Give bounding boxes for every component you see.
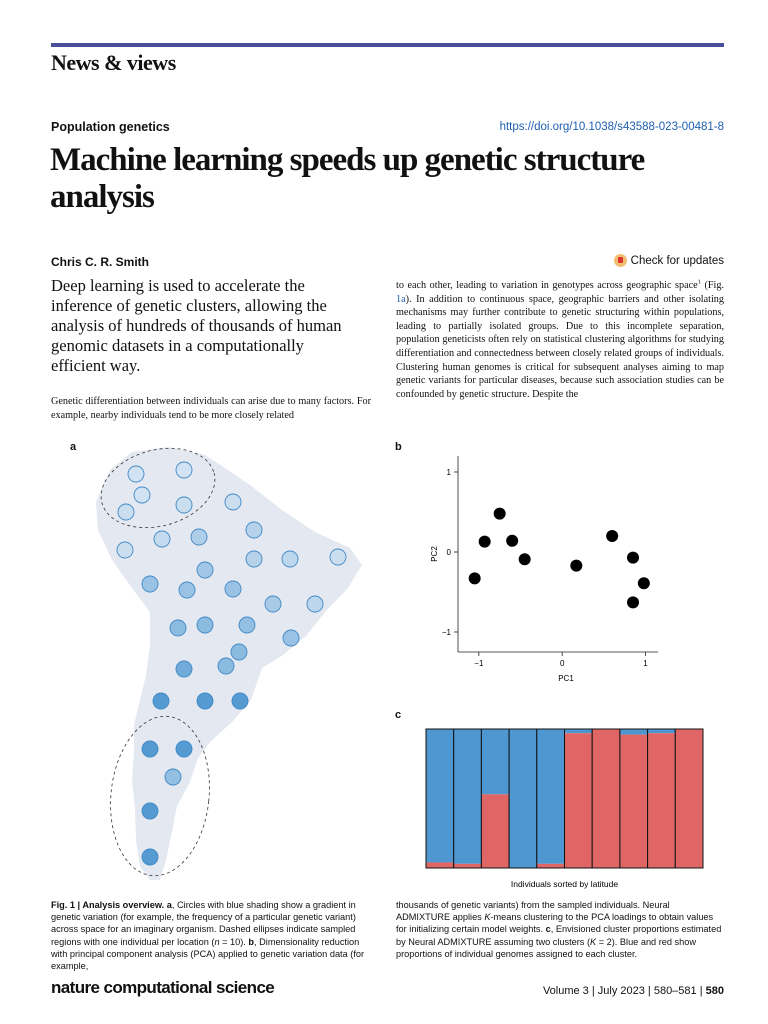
admixture-bar-chart: [420, 722, 710, 894]
caption-n: n: [214, 936, 220, 947]
bar-segment-red: [537, 864, 565, 868]
x-tick-label: 0: [559, 659, 565, 668]
map-sample-circle: [165, 769, 181, 785]
x-tick-label: −1: [474, 659, 484, 668]
bar-segment-blue: [509, 729, 537, 868]
map-sample-circle: [154, 531, 170, 547]
y-axis-label: PC2: [430, 546, 439, 562]
caption-right-text3: , Envisioned cluster proportions estimated by Neural ADMIXTURE assuming two clusters (: [396, 924, 722, 947]
standfirst: Deep learning is used to accelerate the inference of genetic clusters, allowing the analysis of hundreds of thousands of human genomic datasets in a computationally efficient way.: [51, 276, 342, 375]
map-sample-circle: [176, 661, 192, 677]
y-tick-label: −1: [441, 628, 451, 637]
doi-link[interactable]: https://doi.org/10.1038/s43588-023-00481-8: [499, 121, 724, 133]
check-updates-label: Check for updates: [630, 254, 724, 267]
map-sample-circle: [197, 617, 213, 633]
bar-segment-red: [648, 733, 676, 868]
issue-info: [543, 985, 724, 997]
map-sample-circle: [231, 644, 247, 660]
bar-segment-blue: [481, 729, 509, 794]
body-right-part1: to each other, leading to variation in genotypes across geographic space: [396, 280, 698, 291]
scatter-point: [469, 572, 481, 584]
caption-left-text2: = 10).: [219, 936, 249, 947]
bar-segment-red: [565, 733, 593, 868]
body-right-part2: (Fig.: [700, 280, 725, 291]
check-updates-icon: [614, 254, 627, 267]
map-sample-circle: [170, 620, 186, 636]
caption-c: c: [545, 924, 551, 935]
issue-text: Volume 3 | July 2023 | 580–581 |: [542, 985, 703, 997]
scatter-point: [519, 553, 531, 565]
caption-right-text4: = 2). Blue and red show proportions of individual genomes assigned to each cluster.: [396, 936, 697, 959]
scatter-point: [506, 535, 518, 547]
bar-x-axis-label: Individuals sorted by latitude: [510, 879, 619, 889]
bar-segment-red: [592, 729, 620, 868]
scatter-point: [627, 596, 639, 608]
map-sample-circle: [191, 529, 207, 545]
pca-scatter-chart: [420, 450, 680, 690]
y-tick-label: 0: [446, 548, 451, 557]
x-tick-label: 1: [643, 659, 648, 668]
map-sample-circle: [142, 741, 158, 757]
map-sample-circle: [246, 522, 262, 538]
panel-a-map: [0, 430, 380, 890]
body-text-left: Genetic differentiation between individuals can arise due to many factors. For example, nearby individuals tend to be more closely related: [51, 396, 371, 421]
author-name: Chris C. R. Smith: [51, 255, 150, 269]
body-text-right: [396, 279, 724, 401]
x-axis-label: PC1: [558, 674, 574, 683]
scatter-point: [638, 577, 650, 589]
map-sample-circle: [142, 576, 158, 592]
article-title: Machine learning speeds up genetic structure analysis: [50, 142, 645, 215]
map-sample-circle: [197, 562, 213, 578]
map-sample-circle: [197, 693, 213, 709]
map-sample-circle: [283, 630, 299, 646]
section-brand: News & views: [51, 50, 176, 75]
check-updates-button[interactable]: [614, 254, 724, 267]
bar-segment-blue: [454, 729, 482, 864]
map-sample-circle: [307, 596, 323, 612]
scatter-point: [606, 530, 618, 542]
caption-k2: K: [590, 936, 597, 947]
scatter-point: [494, 508, 506, 520]
map-sample-circle: [128, 466, 144, 482]
map-sample-circle: [176, 497, 192, 513]
figure-caption-right: [396, 899, 724, 960]
caption-label: Fig. 1 | Analysis overview.: [51, 900, 165, 910]
panel-c-label: c: [395, 709, 402, 721]
caption-b: b: [248, 936, 255, 947]
map-sample-circle: [142, 803, 158, 819]
section-label: Population genetics: [51, 120, 170, 134]
map-sample-circle: [225, 581, 241, 597]
bar-segment-blue: [537, 729, 565, 864]
caption-right-text2: -means clustering to the PCA loadings to obtain values for initializing certain model weights.: [396, 912, 714, 935]
map-sample-circle: [117, 542, 133, 558]
bar-segment-red: [481, 794, 509, 868]
caption-a: a: [166, 900, 172, 910]
map-sample-circle: [218, 658, 234, 674]
figure-caption-left: [51, 899, 376, 972]
y-tick-label: 1: [446, 468, 451, 477]
caption-right-text1: thousands of genetic variants) from the sampled individuals. Neural ADMIXTURE applies: [396, 900, 670, 923]
page-number: 580: [705, 985, 724, 997]
map-sample-circle: [232, 693, 248, 709]
bar-segment-red: [426, 862, 454, 868]
map-sample-circle: [239, 617, 255, 633]
bar-segment-blue: [620, 729, 648, 735]
map-sample-circle: [176, 741, 192, 757]
scatter-point: [570, 560, 582, 572]
header-accent-bar: [51, 43, 724, 47]
scatter-point: [627, 552, 639, 564]
figure-link-1a[interactable]: 1a: [396, 293, 406, 305]
map-sample-circle: [225, 494, 241, 510]
body-right-part3: ). In addition to continuous space, geographic barriers and other isolating mechanisms may further contribute to genetic structuring within populations, leading to partially isolated groups. Due to this incomplete separation, population geneticists often rely on statistical clustering algorithms for studying differentiation and connectedness between closely related groups of individuals. Clustering human genomes is critical for subsequent analyses aiming to map genetic variants for particular diseases, because such association studies can be confounded by genetic structure. Despite the: [396, 293, 724, 400]
bar-segment-red: [675, 729, 703, 868]
map-sample-circle: [118, 504, 134, 520]
map-sample-circle: [176, 462, 192, 478]
map-sample-circle: [142, 849, 158, 865]
map-sample-circle: [330, 549, 346, 565]
bar-segment-blue: [648, 729, 676, 733]
reference-1[interactable]: 1: [697, 278, 701, 286]
bar-segment-blue: [426, 729, 454, 862]
panel-a-label: a: [70, 441, 77, 453]
map-sample-circle: [265, 596, 281, 612]
panel-b-label: b: [395, 441, 402, 453]
caption-left-text1: , Circles with blue shading show a gradient in genetic variation (for example, the frequency of a particular genetic variant) across space for an imaginary organism. Dashed ellipses indicate sampled regions with one individual per location (: [51, 900, 356, 947]
bar-segment-blue: [565, 729, 593, 733]
map-sample-circle: [134, 487, 150, 503]
caption-left-text3: , Dimensionality reduction with principal component analysis (PCA) applied to genetic variation data (for example,: [51, 936, 365, 972]
scatter-point: [479, 536, 491, 548]
caption-k: K: [484, 912, 491, 923]
map-sample-circle: [246, 551, 262, 567]
map-sample-circle: [153, 693, 169, 709]
journal-logo: nature computational science: [51, 978, 275, 997]
map-sample-circle: [179, 582, 195, 598]
bar-segment-red: [454, 864, 482, 868]
map-sample-circle: [282, 551, 298, 567]
bar-segment-red: [620, 735, 648, 868]
